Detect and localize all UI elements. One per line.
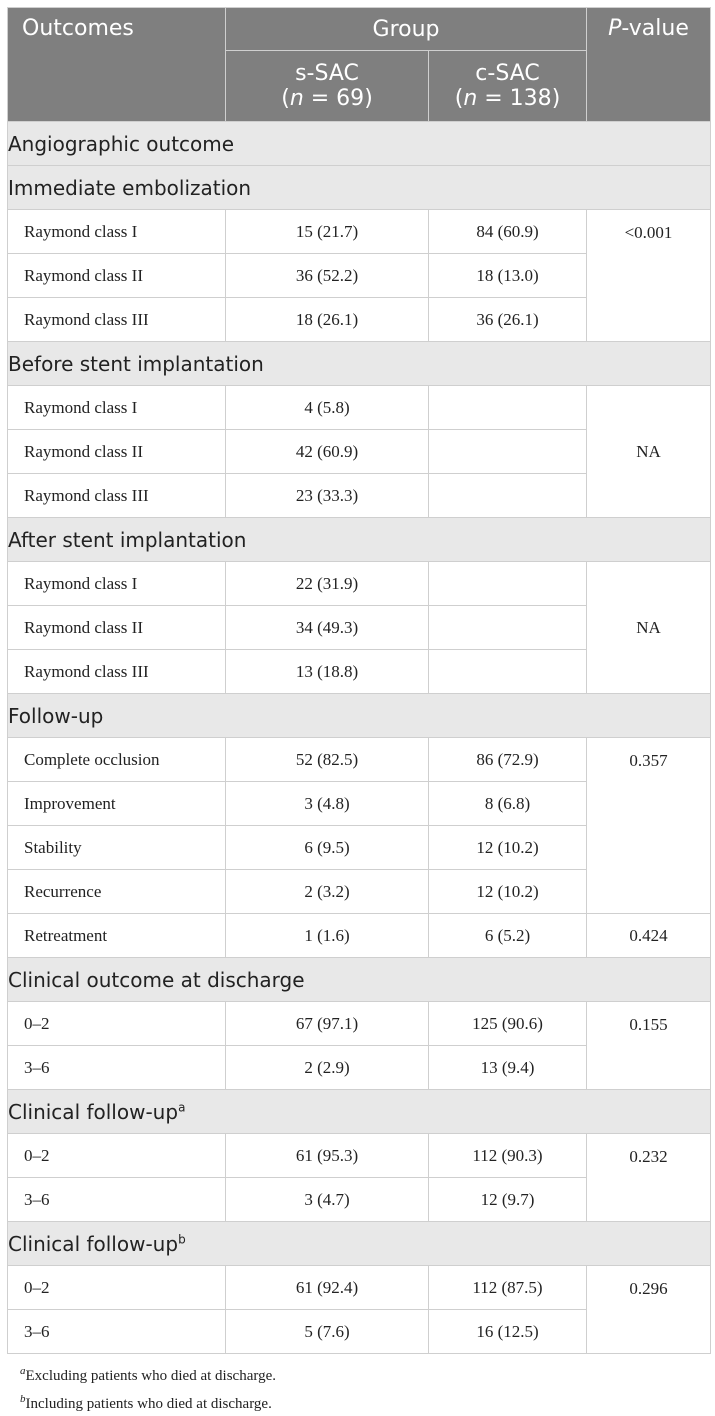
footnote-b-text: Including patients who died at discharge. [25, 1396, 272, 1412]
footnotes [20, 1360, 710, 1416]
table-row [8, 914, 711, 958]
header-c-sac-name: c-SAC [475, 61, 540, 86]
row-label: Raymond class II [8, 254, 226, 298]
footnote-b-mark: b [20, 1393, 26, 1405]
p-value: 0.424 [587, 914, 711, 958]
c-sac-value: 12 (9.7) [429, 1178, 587, 1222]
s-sac-value: 2 (2.9) [226, 1046, 429, 1090]
row-label: 3–6 [8, 1178, 226, 1222]
row-label: Raymond class II [8, 606, 226, 650]
c-sac-value: 12 (10.2) [429, 826, 587, 870]
row-label: Raymond class III [8, 474, 226, 518]
section-title [8, 694, 711, 738]
footnote-b [20, 1388, 710, 1416]
row-label: Raymond class III [8, 298, 226, 342]
c-sac-value: 12 (10.2) [429, 870, 587, 914]
header-pvalue [587, 8, 711, 122]
section-title-text: After stent implantation [8, 527, 247, 552]
c-sac-value: 16 (12.5) [429, 1310, 587, 1354]
p-value: 0.357 [587, 738, 711, 914]
c-sac-value [429, 386, 587, 430]
header-pvalue-rest: -value [621, 16, 689, 41]
c-sac-value: 6 (5.2) [429, 914, 587, 958]
row-label: 0–2 [8, 1134, 226, 1178]
header-pvalue-p: P [608, 16, 622, 41]
header-c-sac-n: (n = 138) [454, 86, 561, 111]
row-label: Raymond class I [8, 562, 226, 606]
footnote-a-mark: a [20, 1365, 26, 1377]
p-value: 0.155 [587, 1002, 711, 1090]
table-row [8, 1134, 711, 1178]
row-label: Raymond class I [8, 210, 226, 254]
section-title [8, 342, 711, 386]
section-title-text: Clinical outcome at discharge [8, 967, 305, 992]
c-sac-value [429, 562, 587, 606]
c-sac-value [429, 650, 587, 694]
row-label: Improvement [8, 782, 226, 826]
section-title [8, 1090, 711, 1134]
table-row [8, 386, 711, 430]
section-title [8, 166, 711, 210]
section-title-text: Angiographic outcome [8, 131, 235, 156]
s-sac-value: 13 (18.8) [226, 650, 429, 694]
s-sac-value: 23 (33.3) [226, 474, 429, 518]
c-sac-value [429, 606, 587, 650]
p-value: 0.296 [587, 1266, 711, 1354]
row-label: 3–6 [8, 1046, 226, 1090]
c-sac-value: 112 (90.3) [429, 1134, 587, 1178]
row-label: 3–6 [8, 1310, 226, 1354]
section-row [8, 694, 711, 738]
header-s-sac-name: s-SAC [295, 61, 359, 86]
header-s-sac-n: (n = 69) [281, 86, 373, 111]
c-sac-value: 112 (87.5) [429, 1266, 587, 1310]
section-title-sup: a [178, 1099, 186, 1114]
s-sac-value: 1 (1.6) [226, 914, 429, 958]
s-sac-value: 5 (7.6) [226, 1310, 429, 1354]
section-row [8, 958, 711, 1002]
c-sac-value: 86 (72.9) [429, 738, 587, 782]
s-sac-value: 6 (9.5) [226, 826, 429, 870]
s-sac-value: 3 (4.7) [226, 1178, 429, 1222]
c-sac-value: 84 (60.9) [429, 210, 587, 254]
c-sac-value: 13 (9.4) [429, 1046, 587, 1090]
footnote-a [20, 1360, 710, 1388]
p-value: NA [587, 386, 711, 518]
section-title-sup: b [178, 1231, 186, 1246]
row-label: Raymond class II [8, 430, 226, 474]
table-row [8, 1002, 711, 1046]
header-s-sac-n-value: = 69 [303, 86, 365, 111]
section-row [8, 1090, 711, 1134]
table-row [8, 210, 711, 254]
section-title-text: Clinical follow-up [8, 1099, 179, 1124]
c-sac-value: 18 (13.0) [429, 254, 587, 298]
header-s-sac-n-label: n [289, 86, 304, 111]
header-outcomes: Outcomes [8, 8, 226, 122]
row-label: 0–2 [8, 1002, 226, 1046]
c-sac-value: 125 (90.6) [429, 1002, 587, 1046]
s-sac-value: 18 (26.1) [226, 298, 429, 342]
header-s-sac [226, 51, 429, 122]
table-row [8, 562, 711, 606]
header-c-sac [429, 51, 587, 122]
s-sac-value: 3 (4.8) [226, 782, 429, 826]
s-sac-value: 15 (21.7) [226, 210, 429, 254]
section-title [8, 122, 711, 166]
section-row [8, 166, 711, 210]
s-sac-value: 61 (95.3) [226, 1134, 429, 1178]
row-label: Stability [8, 826, 226, 870]
section-row [8, 1222, 711, 1266]
s-sac-value: 67 (97.1) [226, 1002, 429, 1046]
s-sac-value: 34 (49.3) [226, 606, 429, 650]
s-sac-value: 2 (3.2) [226, 870, 429, 914]
row-label: Raymond class III [8, 650, 226, 694]
row-label: 0–2 [8, 1266, 226, 1310]
outcomes-table [7, 7, 711, 1354]
table-row [8, 738, 711, 782]
s-sac-value: 52 (82.5) [226, 738, 429, 782]
s-sac-value: 36 (52.2) [226, 254, 429, 298]
p-value: 0.232 [587, 1134, 711, 1222]
section-row [8, 122, 711, 166]
header-c-sac-n-value: = 138 [477, 86, 552, 111]
section-row [8, 342, 711, 386]
section-title [8, 518, 711, 562]
c-sac-value [429, 430, 587, 474]
s-sac-value: 22 (31.9) [226, 562, 429, 606]
c-sac-value: 36 (26.1) [429, 298, 587, 342]
row-label: Retreatment [8, 914, 226, 958]
row-label: Recurrence [8, 870, 226, 914]
row-label: Raymond class I [8, 386, 226, 430]
s-sac-value: 42 (60.9) [226, 430, 429, 474]
footnote-a-text: Excluding patients who died at discharge. [25, 1368, 276, 1384]
section-title-text: Before stent implantation [8, 351, 264, 376]
section-title-text: Immediate embolization [8, 175, 252, 200]
section-title-text: Follow-up [8, 703, 104, 728]
c-sac-value [429, 474, 587, 518]
p-value: <0.001 [587, 210, 711, 342]
p-value: NA [587, 562, 711, 694]
table-body [8, 122, 711, 1354]
header-c-sac-n-label: n [463, 86, 478, 111]
section-row [8, 518, 711, 562]
s-sac-value: 61 (92.4) [226, 1266, 429, 1310]
section-title [8, 1222, 711, 1266]
section-title [8, 958, 711, 1002]
row-label: Complete occlusion [8, 738, 226, 782]
table-row [8, 1266, 711, 1310]
s-sac-value: 4 (5.8) [226, 386, 429, 430]
c-sac-value: 8 (6.8) [429, 782, 587, 826]
section-title-text: Clinical follow-up [8, 1231, 179, 1256]
header-group: Group [226, 8, 587, 51]
